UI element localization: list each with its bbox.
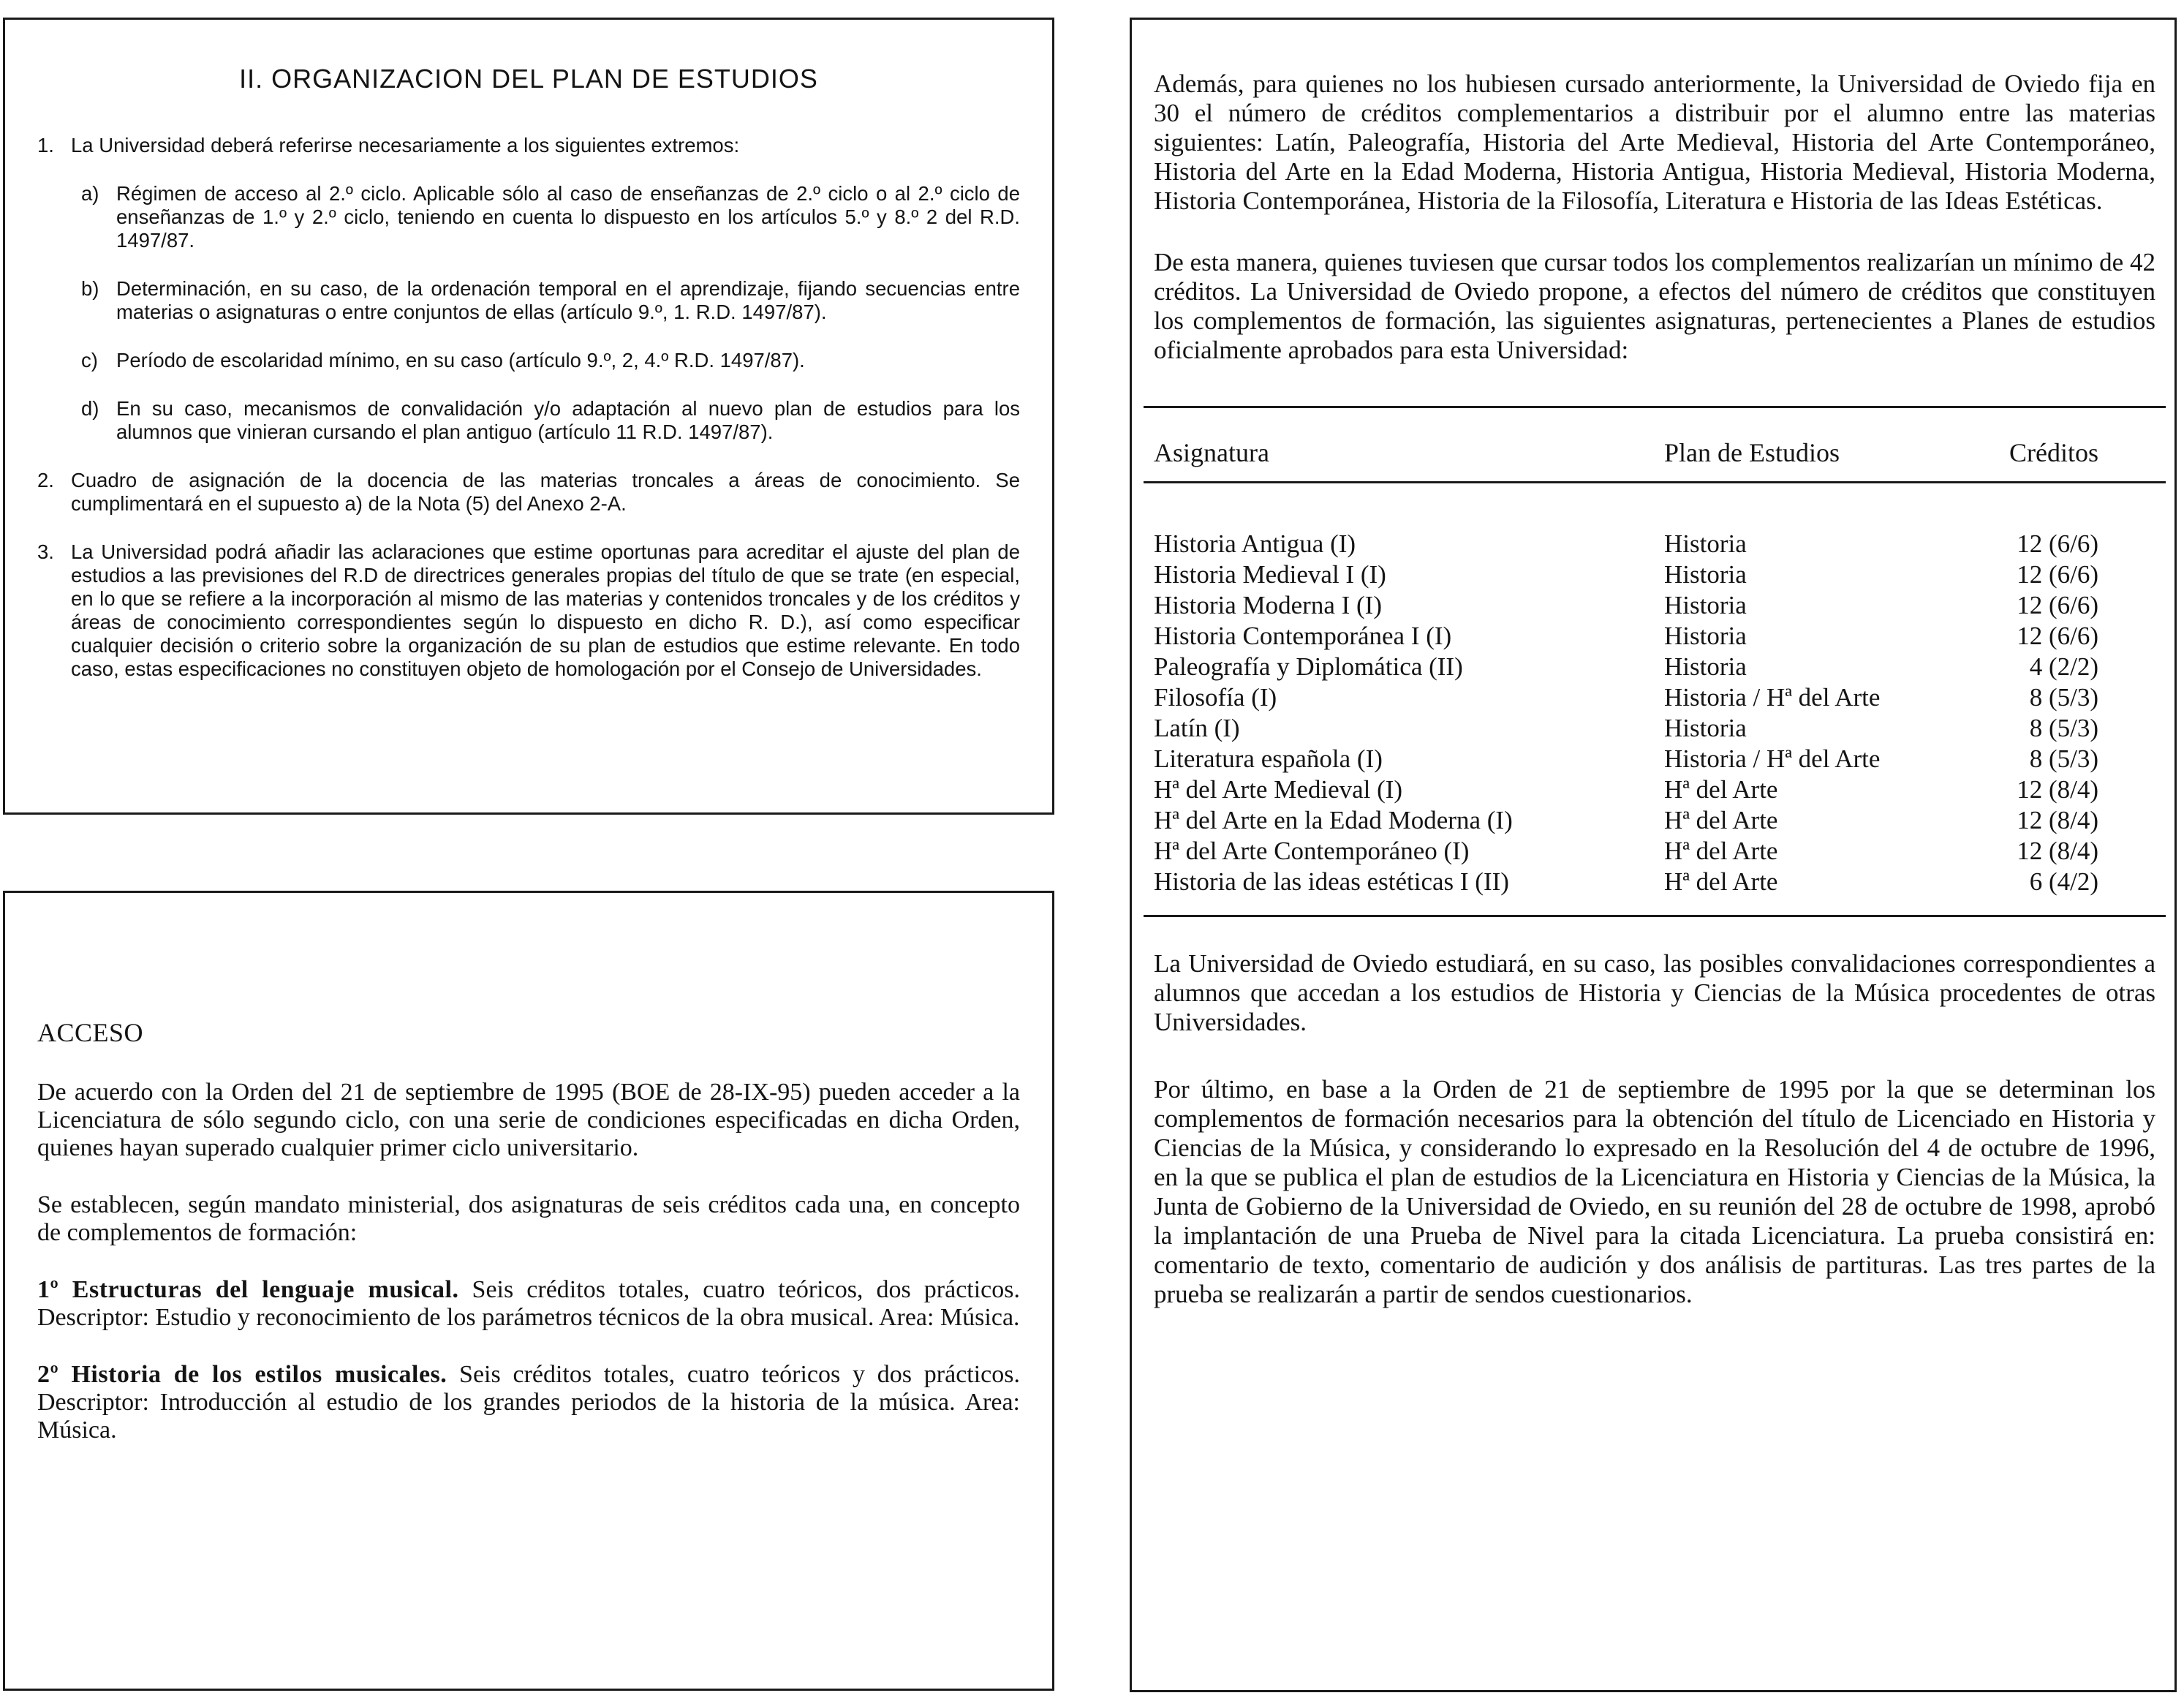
cell-plan: Historia: [1664, 591, 1747, 619]
org-subitem-text: Período de escolaridad mínimo, en su caso (artículo 9.º, 2, 4.º R.D. 1497/87).: [116, 349, 805, 371]
cell-creditos: 6 (4/2): [2029, 867, 2098, 896]
cell-asignatura: Historia Moderna I (I): [1154, 591, 1382, 619]
cell-plan: Historia: [1664, 652, 1747, 681]
org-subitem-letter: d): [81, 397, 99, 420]
acceso-paragraph-3: [37, 1276, 1020, 1332]
org-subitem-letter: b): [81, 277, 99, 300]
org-subitem-c: [81, 349, 1020, 372]
org-item-number: 3.: [37, 540, 54, 563]
complementos-panel: [1130, 18, 2177, 1692]
cell-asignatura: Filosofía (I): [1154, 683, 1277, 712]
right-paragraph-1: Además, para quienes no los hubiesen cursado anteriormente, la Universidad de Oviedo fija en 30 el número de créditos complementarios a distribuir por el alumno entre las materias siguientes: Latín, Paleografía, Historia del Arte Medieval, Historia del Arte Contemporáneo, Historia del Arte en la Edad Moderna, Historia Antigua, Historia Medieval, Historia Moderna, Historia Contemporánea, Historia de la Filosofía, Literatura e Historia de las Ideas Estéticas.: [1154, 69, 2155, 215]
header-plan: Plan de Estudios: [1664, 438, 1840, 467]
cell-asignatura: Hª del Arte Contemporáneo (I): [1154, 837, 1470, 865]
acceso-paragraph-4: [37, 1361, 1020, 1444]
acceso-title: ACCESO: [37, 1018, 144, 1047]
cell-creditos: 12 (6/6): [2017, 591, 2098, 619]
org-item-3: [37, 540, 1020, 681]
org-subitem-letter: c): [81, 349, 98, 371]
organizacion-panel: [3, 18, 1054, 815]
asignatura-description: Seis créditos totales, cuatro teóricos, dos prácticos. Descriptor: Estudio y reconocimiento de los parámetros técnicos de la obra musical. Area: Música.: [37, 1276, 1020, 1331]
table-row: [1154, 621, 2155, 652]
acceso-panel: [3, 891, 1054, 1691]
table-body: [1154, 483, 2155, 915]
cell-asignatura: Historia Antigua (I): [1154, 529, 1356, 558]
table-row: [1154, 682, 2155, 713]
header-creditos: Créditos: [2009, 438, 2098, 467]
cell-plan: Historia / Hª del Arte: [1664, 744, 1881, 773]
asignatura-title: 1º Estructuras del lenguaje musical.: [37, 1276, 459, 1303]
cell-plan: Historia: [1664, 560, 1747, 589]
org-subitem-letter: a): [81, 182, 99, 205]
cell-plan: Historia / Hª del Arte: [1664, 683, 1881, 712]
org-item-text: La Universidad deberá referirse necesariamente a los siguientes extremos:: [71, 134, 740, 156]
asignatura-description: Seis créditos totales, cuatro teóricos y dos prácticos. Descriptor: Introducción al estudio de los grandes periodos de la historia de la música. Area: Música.: [37, 1361, 1020, 1444]
table-row: [1154, 590, 2155, 621]
cell-plan: Hª del Arte: [1664, 806, 1778, 834]
org-subitem-text: En su caso, mecanismos de convalidación y/o adaptación al nuevo plan de estudios para los alumnos que vinieran cursando el plan antiguo (artículo 11 R.D. 1497/87).: [116, 397, 1020, 443]
org-subitem-b: [81, 277, 1020, 324]
cell-asignatura: Paleografía y Diplomática (II): [1154, 652, 1463, 681]
cell-creditos: 12 (8/4): [2017, 775, 2098, 804]
table-row: [1154, 867, 2155, 897]
cell-asignatura: Hª del Arte en la Edad Moderna (I): [1154, 806, 1513, 834]
cell-asignatura: Historia Medieval I (I): [1154, 560, 1386, 589]
cell-plan: Historia: [1664, 529, 1747, 558]
cell-creditos: 12 (6/6): [2017, 529, 2098, 558]
cell-creditos: 12 (8/4): [2017, 837, 2098, 865]
org-item-2: [37, 469, 1020, 516]
cell-plan: Historia: [1664, 714, 1747, 742]
cell-plan: Historia: [1664, 622, 1747, 650]
cell-creditos: 12 (6/6): [2017, 560, 2098, 589]
table-row: [1154, 836, 2155, 867]
org-item-text: Cuadro de asignación de la docencia de las materias troncales a áreas de conocimiento. Se cumplimentará en el supuesto a) de la Nota (5) del Anexo 2-A.: [71, 469, 1020, 515]
cell-plan: Hª del Arte: [1664, 837, 1778, 865]
org-item-1: [37, 134, 1020, 157]
table-row: [1154, 529, 2155, 559]
acceso-paragraph-2: Se establecen, según mandato ministerial, dos asignaturas de seis créditos cada una, en concepto de complementos de formación:: [37, 1191, 1020, 1246]
table-top-rule: [1144, 406, 2166, 408]
org-subitem-text: Régimen de acceso al 2.º ciclo. Aplicable sólo al caso de enseñanzas de 2.º ciclo o al 2.º ciclo de enseñanzas de 1.º y 2.º ciclo, teniendo en cuenta lo dispuesto en los artículos 5.º y 8.º 2 del R.D. 1497/87.: [116, 182, 1020, 252]
table-row: [1154, 774, 2155, 805]
table-header: [1154, 424, 2155, 481]
cell-creditos: 8 (5/3): [2029, 683, 2098, 712]
cell-creditos: 8 (5/3): [2029, 714, 2098, 742]
cell-creditos: 12 (6/6): [2017, 622, 2098, 650]
cell-asignatura: Latín (I): [1154, 714, 1240, 742]
cell-plan: Hª del Arte: [1664, 775, 1778, 804]
table-bottom-rule: [1144, 915, 2166, 917]
org-subitem-text: Determinación, en su caso, de la ordenación temporal en el aprendizaje, fijando secuencias entre materias o asignaturas o entre conjuntos de ellas (artículo 9.º, 1. R.D. 1497/87).: [116, 277, 1020, 323]
table-row: [1154, 652, 2155, 682]
header-asignatura: Asignatura: [1154, 438, 1269, 467]
cell-asignatura: Historia de las ideas estéticas I (II): [1154, 867, 1509, 896]
org-item-number: 1.: [37, 134, 54, 156]
table-row: [1154, 559, 2155, 590]
right-paragraph-4: Por último, en base a la Orden de 21 de septiembre de 1995 por la que se determinan los complementos de formación necesarios para la obtención del título de Licenciado en Historia y Ciencias de la Música, y considerando lo expresado en la Resolución del 4 de octubre de 1996, en la que se publica el plan de estudios de la Licenciatura en Historia y Ciencias de la Música, la Junta de Gobierno de la Universidad de Oviedo, en su reunión del 28 de octubre de 1998, aprobó la implantación de una Prueba de Nivel para la citada Licenciatura. La prueba consistirá en: comentario de texto, comentario de audición y dos análisis de partituras. Las tres partes de la prueba se realizarán a partir de sendos cuestionarios.: [1154, 1075, 2155, 1308]
cell-creditos: 4 (2/2): [2029, 652, 2098, 681]
cell-plan: Hª del Arte: [1664, 867, 1778, 896]
table-row: [1154, 744, 2155, 774]
org-item-text: La Universidad podrá añadir las aclaraciones que estime oportunas para acreditar el ajuste del plan de estudios a las previsiones del R.D de directrices generales propias del título de que se trate (en especial, en lo que se refiere a la incorporación al mismo de las materias y contenidos troncales y de los créditos y áreas de conocimiento correspondientes según lo dispuesto en dicho R. D.), así como especificar cualquier decisión o criterio sobre la organización de su plan de estudios que estime relevante. En todo caso, estas especificaciones no constituyen objeto de homologación por el Consejo de Universidades.: [71, 540, 1020, 680]
org-item-number: 2.: [37, 469, 54, 491]
asignatura-title: 2º Historia de los estilos musicales.: [37, 1361, 447, 1388]
cell-asignatura: Historia Contemporánea I (I): [1154, 622, 1452, 650]
cell-creditos: 12 (8/4): [2017, 806, 2098, 834]
org-subitem-d: [81, 397, 1020, 444]
table-row: [1154, 805, 2155, 836]
right-paragraph-2: De esta manera, quienes tuviesen que cursar todos los complementos realizarían un mínimo de 42 créditos. La Universidad de Oviedo propone, a efectos del número de créditos que constituyen los complementos de formación, las siguientes asignaturas, pertenecientes a Planes de estudios oficialmente aprobados para esta Universidad:: [1154, 248, 2155, 364]
organizacion-title: II. ORGANIZACION DEL PLAN DE ESTUDIOS: [239, 64, 818, 94]
cell-asignatura: Hª del Arte Medieval (I): [1154, 775, 1403, 804]
org-subitem-a: [81, 182, 1020, 252]
table-row: [1154, 713, 2155, 744]
acceso-paragraph-1: De acuerdo con la Orden del 21 de septiembre de 1995 (BOE de 28-IX-95) pueden acceder a la Licenciatura de sólo segundo ciclo, con una serie de condiciones especificadas en dicha Orden, quienes hayan superado cualquier primer ciclo universitario.: [37, 1079, 1020, 1161]
cell-creditos: 8 (5/3): [2029, 744, 2098, 773]
cell-asignatura: Literatura española (I): [1154, 744, 1383, 773]
right-paragraph-3: La Universidad de Oviedo estudiará, en su caso, las posibles convalidaciones correspondientes a alumnos que accedan a los estudios de Historia y Ciencias de la Música procedentes de otras Universidades.: [1154, 949, 2155, 1036]
